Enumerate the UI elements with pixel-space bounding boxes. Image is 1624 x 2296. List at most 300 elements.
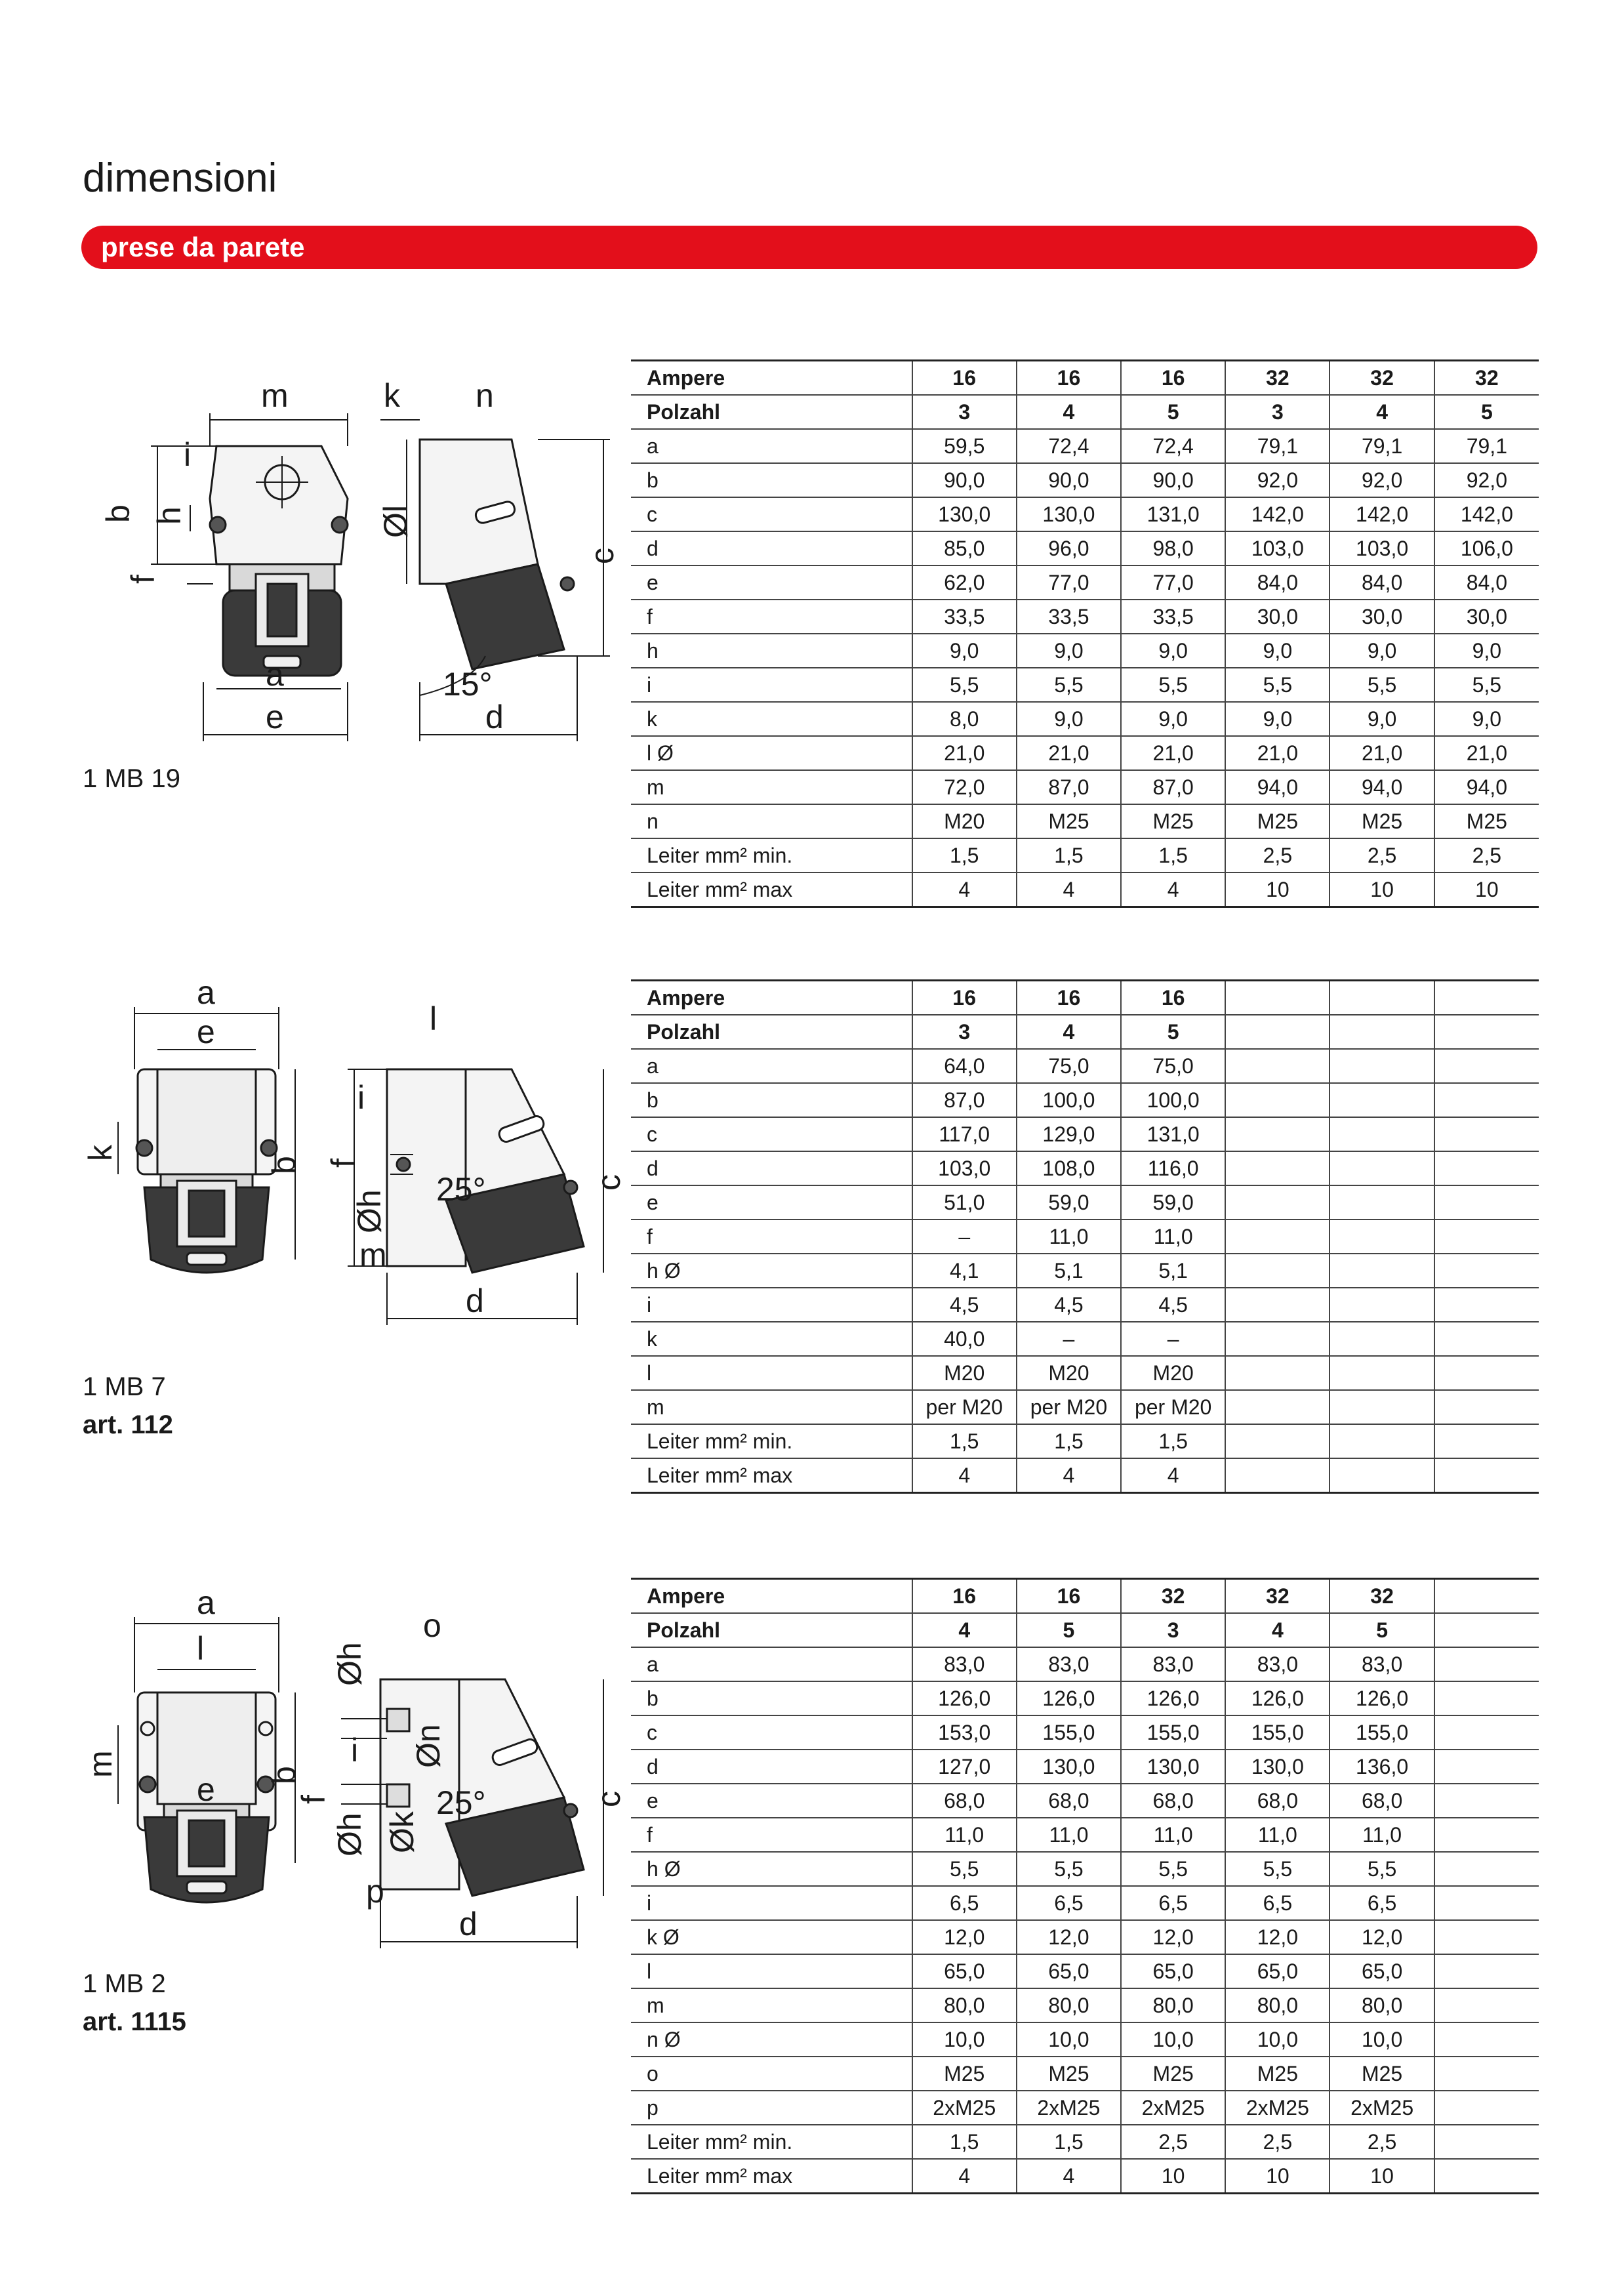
table-cell: 136,0: [1330, 1750, 1434, 1784]
row-label: Leiter mm² max: [631, 1458, 912, 1493]
table-cell: 84,0: [1330, 565, 1434, 600]
table-cell: 10: [1434, 872, 1539, 907]
row-label: n Ø: [631, 2022, 912, 2057]
table-cell: [1225, 1185, 1330, 1220]
table-cell: 12,0: [1225, 1920, 1330, 1954]
label-h: Øh: [331, 1642, 368, 1686]
table-cell: 100,0: [1017, 1083, 1121, 1117]
label-d: d: [485, 699, 504, 735]
table-cell: 5: [1017, 1613, 1121, 1647]
table-cell: 142,0: [1434, 497, 1539, 531]
table-cell: 103,0: [1225, 531, 1330, 565]
table-row: [631, 1458, 1539, 1493]
table-cell: per M20: [912, 1390, 1017, 1424]
row-label: m: [631, 770, 912, 804]
table-row: [631, 497, 1539, 531]
table-cell: 59,0: [1017, 1185, 1121, 1220]
article-number: art. 112: [83, 1410, 173, 1439]
table-row: [631, 1647, 1539, 1681]
dimensions-table-1mb2: [631, 1578, 1539, 2194]
table-row: [631, 1151, 1539, 1185]
table-cell: 155,0: [1330, 1715, 1434, 1750]
table-cell: [1434, 2091, 1539, 2125]
table-cell: 5: [1121, 1015, 1225, 1049]
row-label: f: [631, 1220, 912, 1254]
table-cell: 75,0: [1017, 1049, 1121, 1083]
table-cell: [1434, 1356, 1539, 1390]
table-cell: 9,0: [1017, 702, 1121, 736]
table-cell: 10: [1225, 872, 1330, 907]
table-cell: M25: [1121, 2057, 1225, 2091]
table-cell: [1434, 1750, 1539, 1784]
row-label: Leiter mm² min.: [631, 838, 912, 872]
table-cell: 68,0: [1225, 1784, 1330, 1818]
table-body: [631, 361, 1539, 907]
table-cell: [1330, 981, 1434, 1015]
table-cell: [1330, 1117, 1434, 1151]
table-row: [631, 1681, 1539, 1715]
table-cell: 16: [1121, 361, 1225, 396]
table-cell: 4,5: [1121, 1288, 1225, 1322]
row-label: Leiter mm² max: [631, 2159, 912, 2194]
table-cell: 130,0: [912, 497, 1017, 531]
model-label: [83, 760, 180, 798]
table-cell: 2,5: [1330, 2125, 1434, 2159]
model-name: 1 MB 2: [83, 1969, 166, 1998]
model-name: 1 MB 7: [83, 1372, 166, 1401]
table-cell: [1434, 1784, 1539, 1818]
row-label: d: [631, 1151, 912, 1185]
row-label: c: [631, 497, 912, 531]
table-cell: 106,0: [1434, 531, 1539, 565]
table-cell: 127,0: [912, 1750, 1017, 1784]
table-cell: 16: [1121, 981, 1225, 1015]
table-cell: 155,0: [1121, 1715, 1225, 1750]
table-cell: 126,0: [1121, 1681, 1225, 1715]
table-row: [631, 1322, 1539, 1356]
table-cell: [1330, 1288, 1434, 1322]
table-cell: [1434, 1220, 1539, 1254]
table-cell: 1,5: [912, 838, 1017, 872]
table-cell: 80,0: [912, 1988, 1017, 2022]
table-row: [631, 634, 1539, 668]
table-cell: 130,0: [1225, 1750, 1330, 1784]
table-cell: 2,5: [1121, 2125, 1225, 2159]
table-cell: 84,0: [1225, 565, 1330, 600]
table-cell: 92,0: [1225, 463, 1330, 497]
table-cell: [1434, 1254, 1539, 1288]
dimensions-table-1mb19: [631, 359, 1539, 908]
table-row: [631, 361, 1539, 396]
row-label: l Ø: [631, 736, 912, 770]
section-banner: prese da parete: [81, 226, 1537, 269]
table-cell: 5,1: [1121, 1254, 1225, 1288]
table-row: [631, 1579, 1539, 1614]
table-cell: 68,0: [1017, 1784, 1121, 1818]
table-cell: 130,0: [1017, 497, 1121, 531]
table-cell: 9,0: [1121, 702, 1225, 736]
label-k: k: [82, 1145, 119, 1161]
row-label: Ampere: [631, 361, 912, 396]
label-angle: 25°: [436, 1171, 486, 1208]
label-f: f: [125, 575, 161, 584]
table-cell: 2,5: [1225, 2125, 1330, 2159]
row-label: Leiter mm² min.: [631, 2125, 912, 2159]
table-cell: 32: [1434, 361, 1539, 396]
table-cell: [1434, 1988, 1539, 2022]
table-cell: 30,0: [1434, 600, 1539, 634]
label-i: i: [184, 436, 192, 473]
label-l: l: [430, 1000, 437, 1037]
label-e: e: [197, 1014, 215, 1050]
table-cell: [1434, 1681, 1539, 1715]
table-cell: 2,5: [1434, 838, 1539, 872]
label-h: h: [151, 506, 188, 525]
table-cell: 4: [1121, 1458, 1225, 1493]
label-angle: 15°: [443, 666, 493, 703]
table-cell: 2,5: [1225, 838, 1330, 872]
table-cell: 11,0: [1121, 1220, 1225, 1254]
table-row: [631, 1356, 1539, 1390]
table-row: [631, 1784, 1539, 1818]
side-view: [420, 440, 574, 669]
table-cell: 90,0: [1017, 463, 1121, 497]
table-row: [631, 1288, 1539, 1322]
table-cell: 5: [1121, 395, 1225, 429]
table-cell: [1225, 1220, 1330, 1254]
table-cell: 100,0: [1121, 1083, 1225, 1117]
table-cell: 94,0: [1434, 770, 1539, 804]
table-cell: M25: [1017, 2057, 1121, 2091]
table-cell: 32: [1225, 361, 1330, 396]
table-cell: 4,1: [912, 1254, 1017, 1288]
row-label: k: [631, 1322, 912, 1356]
row-label: Polzahl: [631, 1613, 912, 1647]
label-b: b: [100, 504, 136, 523]
label-l: l: [197, 1630, 205, 1667]
table-cell: 10,0: [1330, 2022, 1434, 2057]
label-c: c: [590, 1174, 627, 1191]
table-cell: 21,0: [912, 736, 1017, 770]
table-cell: 10,0: [1225, 2022, 1330, 2057]
table-row: [631, 1613, 1539, 1647]
row-label: e: [631, 1185, 912, 1220]
table-cell: 21,0: [1225, 736, 1330, 770]
label-o: o: [423, 1607, 441, 1644]
row-label: o: [631, 2057, 912, 2091]
table-cell: 92,0: [1434, 463, 1539, 497]
table-cell: 6,5: [1225, 1886, 1330, 1920]
table-cell: 87,0: [912, 1083, 1017, 1117]
row-label: e: [631, 565, 912, 600]
row-label: k: [631, 702, 912, 736]
table-body: [631, 981, 1539, 1493]
table-cell: 10: [1330, 872, 1434, 907]
table-cell: 108,0: [1017, 1151, 1121, 1185]
table-cell: 126,0: [1017, 1681, 1121, 1715]
table-cell: 2xM25: [1225, 2091, 1330, 2125]
table-cell: 6,5: [912, 1886, 1017, 1920]
table-cell: 3: [1225, 395, 1330, 429]
table-cell: [1330, 1458, 1434, 1493]
row-label: l: [631, 1954, 912, 1988]
table-cell: –: [1121, 1322, 1225, 1356]
table-cell: M25: [1225, 2057, 1330, 2091]
table-cell: [1225, 981, 1330, 1015]
table-cell: [1330, 1049, 1434, 1083]
table-row: [631, 1049, 1539, 1083]
table-cell: [1225, 1254, 1330, 1288]
table-cell: –: [912, 1220, 1017, 1254]
table-row: [631, 531, 1539, 565]
table-cell: 2xM25: [912, 2091, 1017, 2125]
table-cell: 96,0: [1017, 531, 1121, 565]
table-cell: 16: [1017, 981, 1121, 1015]
table-cell: 6,5: [1330, 1886, 1434, 1920]
table-row: [631, 1083, 1539, 1117]
table-cell: M20: [912, 1356, 1017, 1390]
table-cell: 6,5: [1017, 1886, 1121, 1920]
table-cell: 6,5: [1121, 1886, 1225, 1920]
table-cell: [1434, 1185, 1539, 1220]
table-cell: [1434, 1458, 1539, 1493]
table-cell: 21,0: [1330, 736, 1434, 770]
table-cell: 5,1: [1017, 1254, 1121, 1288]
table-cell: 98,0: [1121, 531, 1225, 565]
table-cell: 3: [1121, 1613, 1225, 1647]
table-cell: 11,0: [1225, 1818, 1330, 1852]
table-row: [631, 770, 1539, 804]
table-cell: 5,5: [1225, 1852, 1330, 1886]
table-cell: 10: [1225, 2159, 1330, 2194]
table-row: [631, 736, 1539, 770]
table-cell: 11,0: [912, 1818, 1017, 1852]
label-h2: Øh: [331, 1813, 368, 1856]
table-row: [631, 1818, 1539, 1852]
table-cell: 65,0: [912, 1954, 1017, 1988]
table-cell: 16: [912, 1579, 1017, 1614]
table-cell: [1434, 1886, 1539, 1920]
table-cell: 75,0: [1121, 1049, 1225, 1083]
table-cell: M25: [1330, 2057, 1434, 2091]
table-cell: 8,0: [912, 702, 1017, 736]
table-cell: [1434, 1424, 1539, 1458]
table-cell: 83,0: [1121, 1647, 1225, 1681]
table-cell: 5,5: [1017, 668, 1121, 702]
table-cell: 68,0: [1330, 1784, 1434, 1818]
table-cell: 62,0: [912, 565, 1017, 600]
table-cell: [1225, 1151, 1330, 1185]
table-cell: 40,0: [912, 1322, 1017, 1356]
table-cell: 103,0: [912, 1151, 1017, 1185]
table-cell: [1434, 1920, 1539, 1954]
table-cell: [1434, 1954, 1539, 1988]
table-row: [631, 2159, 1539, 2194]
table-cell: 4: [1017, 1015, 1121, 1049]
table-cell: 16: [1017, 361, 1121, 396]
table-cell: 32: [1225, 1579, 1330, 1614]
table-body: [631, 1579, 1539, 2194]
table-cell: 5,5: [912, 1852, 1017, 1886]
table-cell: [1225, 1390, 1330, 1424]
table-cell: 5,5: [1017, 1852, 1121, 1886]
table-cell: 79,1: [1330, 429, 1434, 463]
table-cell: 80,0: [1225, 1988, 1330, 2022]
table-cell: [1225, 1322, 1330, 1356]
table-row: [631, 1920, 1539, 1954]
row-label: m: [631, 1390, 912, 1424]
table-cell: [1434, 1390, 1539, 1424]
row-label: l: [631, 1356, 912, 1390]
table-cell: 4: [1017, 395, 1121, 429]
table-cell: 65,0: [1017, 1954, 1121, 1988]
row-label: Polzahl: [631, 395, 912, 429]
table-cell: 4: [1330, 395, 1434, 429]
table-row: [631, 1954, 1539, 1988]
table-cell: 68,0: [912, 1784, 1017, 1818]
table-cell: 2,5: [1330, 838, 1434, 872]
label-c: c: [584, 548, 620, 564]
table-cell: 1,5: [1017, 2125, 1121, 2159]
table-row: [631, 1988, 1539, 2022]
table-cell: 4,5: [912, 1288, 1017, 1322]
table-cell: [1225, 1424, 1330, 1458]
table-cell: [1434, 1049, 1539, 1083]
table-cell: 130,0: [1121, 1750, 1225, 1784]
table-cell: 87,0: [1017, 770, 1121, 804]
table-cell: 4: [1121, 872, 1225, 907]
article-number: art. 1115: [83, 2007, 186, 2036]
table-cell: 33,5: [1121, 600, 1225, 634]
table-cell: 12,0: [1017, 1920, 1121, 1954]
table-cell: 5,5: [1121, 1852, 1225, 1886]
page-title: dimensioni: [83, 155, 277, 201]
table-cell: 9,0: [1017, 634, 1121, 668]
table-row: [631, 1117, 1539, 1151]
label-a: a: [197, 977, 215, 1011]
table-cell: [1434, 981, 1539, 1015]
table-cell: M20: [912, 804, 1017, 838]
table-row: [631, 463, 1539, 497]
row-label: c: [631, 1117, 912, 1151]
label-d: d: [466, 1282, 484, 1319]
row-label: b: [631, 1681, 912, 1715]
table-cell: 94,0: [1330, 770, 1434, 804]
table-cell: [1434, 1151, 1539, 1185]
label-l: Øl: [377, 505, 414, 538]
table-cell: 9,0: [1330, 634, 1434, 668]
label-n: n: [476, 377, 494, 414]
table-cell: 65,0: [1330, 1954, 1434, 1988]
table-cell: 83,0: [912, 1647, 1017, 1681]
table-cell: 130,0: [1017, 1750, 1121, 1784]
table-cell: 9,0: [912, 634, 1017, 668]
table-cell: [1330, 1356, 1434, 1390]
table-cell: 4: [912, 2159, 1017, 2194]
row-label: Polzahl: [631, 1015, 912, 1049]
table-cell: 59,0: [1121, 1185, 1225, 1220]
table-cell: 79,1: [1434, 429, 1539, 463]
table-row: [631, 804, 1539, 838]
table-cell: 5: [1330, 1613, 1434, 1647]
table-cell: [1330, 1015, 1434, 1049]
label-d: d: [459, 1906, 477, 1942]
table-cell: 2xM25: [1017, 2091, 1121, 2125]
table-cell: 5: [1434, 395, 1539, 429]
model-label: [83, 1965, 186, 2041]
label-n: Øn: [410, 1724, 447, 1768]
table-cell: M25: [1434, 804, 1539, 838]
table-cell: M20: [1121, 1356, 1225, 1390]
table-cell: 30,0: [1330, 600, 1434, 634]
table-cell: 83,0: [1330, 1647, 1434, 1681]
row-label: c: [631, 1715, 912, 1750]
table-cell: [1434, 2057, 1539, 2091]
table-cell: 9,0: [1121, 634, 1225, 668]
table-cell: 33,5: [1017, 600, 1121, 634]
table-cell: 84,0: [1434, 565, 1539, 600]
table-cell: 5,5: [1121, 668, 1225, 702]
label-angle: 25°: [436, 1784, 486, 1821]
model-name: 1 MB 19: [83, 764, 180, 793]
table-cell: [1434, 2159, 1539, 2194]
table-cell: [1225, 1049, 1330, 1083]
table-cell: 16: [1017, 1579, 1121, 1614]
table-row: [631, 565, 1539, 600]
table-cell: 1,5: [912, 2125, 1017, 2159]
table-cell: [1434, 1083, 1539, 1117]
row-label: Ampere: [631, 981, 912, 1015]
table-row: [631, 1424, 1539, 1458]
row-label: f: [631, 1818, 912, 1852]
row-label: b: [631, 1083, 912, 1117]
table-cell: M25: [1017, 804, 1121, 838]
row-label: a: [631, 429, 912, 463]
row-label: i: [631, 1886, 912, 1920]
table-cell: [1434, 1818, 1539, 1852]
table-cell: 142,0: [1330, 497, 1434, 531]
table-cell: 4: [1017, 2159, 1121, 2194]
table-row: [631, 1220, 1539, 1254]
front-view: [210, 446, 348, 676]
table-cell: [1225, 1356, 1330, 1390]
label-f: f: [325, 1158, 361, 1168]
table-cell: [1330, 1083, 1434, 1117]
table-cell: 64,0: [912, 1049, 1017, 1083]
label-c: c: [590, 1791, 627, 1807]
table-cell: 83,0: [1017, 1647, 1121, 1681]
table-cell: [1330, 1424, 1434, 1458]
table-row: [631, 981, 1539, 1015]
table-cell: 90,0: [1121, 463, 1225, 497]
table-cell: 103,0: [1330, 531, 1434, 565]
table-cell: 21,0: [1121, 736, 1225, 770]
table-cell: 72,0: [912, 770, 1017, 804]
table-cell: 4: [1225, 1613, 1330, 1647]
table-cell: 3: [912, 1015, 1017, 1049]
table-cell: 80,0: [1017, 1988, 1121, 2022]
drawing-1mb2: [79, 1588, 630, 1955]
table-cell: 153,0: [912, 1715, 1017, 1750]
row-label: Leiter mm² max: [631, 872, 912, 907]
table-cell: [1434, 1015, 1539, 1049]
table-cell: 4: [912, 872, 1017, 907]
table-cell: 12,0: [912, 1920, 1017, 1954]
table-cell: 32: [1330, 361, 1434, 396]
table-cell: 1,5: [912, 1424, 1017, 1458]
table-row: [631, 1390, 1539, 1424]
table-cell: 3: [912, 395, 1017, 429]
